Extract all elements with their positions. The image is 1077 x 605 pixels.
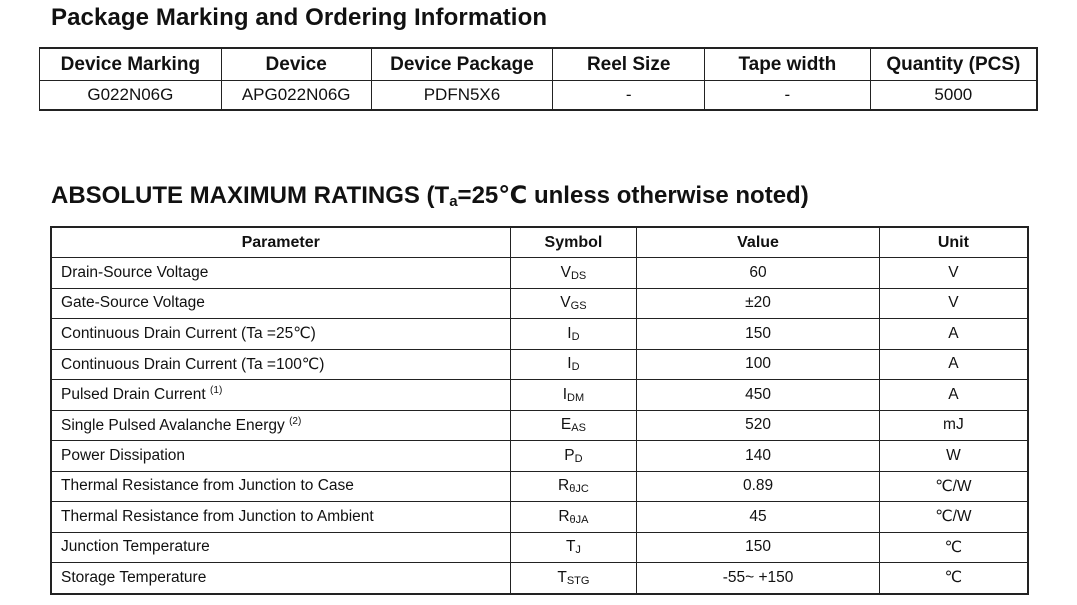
ratings-header-row <box>51 227 1028 258</box>
unit-cell: V <box>879 288 1028 319</box>
symbol-subscript: DS <box>570 269 587 282</box>
symbol-subscript: θJC <box>569 483 589 496</box>
ratings-row <box>51 441 1028 472</box>
parameter-cell <box>51 502 510 533</box>
value-cell: 60 <box>637 258 879 289</box>
ratings-title-main: ABSOLUTE MAXIMUM RATINGS (T <box>51 182 450 209</box>
tape-width-cell: - <box>705 81 871 111</box>
symbol-cell <box>510 563 637 594</box>
ratings-row <box>51 319 1028 350</box>
value-cell: 150 <box>637 532 879 563</box>
symbol-cell <box>510 380 637 411</box>
symbol-letter: R <box>558 507 570 525</box>
ratings-row <box>51 349 1028 380</box>
ratings-row <box>51 258 1028 289</box>
symbol-letter: V <box>560 294 571 312</box>
quantity-cell: 5000 <box>870 81 1037 111</box>
symbol-letter: T <box>557 568 567 586</box>
parameter-cell <box>51 410 510 441</box>
ratings-row <box>51 288 1028 319</box>
unit-cell: A <box>879 349 1028 380</box>
unit-cell: A <box>879 319 1028 350</box>
symbol-subscript: J <box>575 544 581 557</box>
ratings-row <box>51 380 1028 411</box>
symbol-cell <box>510 410 637 441</box>
parameter-text: Gate-Source Voltage <box>61 294 205 312</box>
value-cell: 150 <box>637 319 879 350</box>
symbol-cell <box>510 471 637 502</box>
symbol-subscript: AS <box>571 422 586 435</box>
value-cell: 450 <box>637 380 879 411</box>
symbol-cell <box>510 319 637 350</box>
ordering-header-device: Device <box>221 48 371 81</box>
parameter-cell <box>51 349 510 380</box>
parameter-cell <box>51 288 510 319</box>
device-package-cell: PDFN5X6 <box>371 81 553 111</box>
ratings-header-unit: Unit <box>879 227 1028 258</box>
symbol-subscript: DM <box>567 391 585 404</box>
ratings-header-value: Value <box>637 227 879 258</box>
parameter-cell <box>51 532 510 563</box>
symbol-letter: E <box>560 416 572 434</box>
parameter-text: Continuous Drain Current (Ta =100℃) <box>61 355 325 373</box>
ordering-header-row <box>40 48 1038 81</box>
symbol-letter: P <box>564 446 575 464</box>
unit-cell: A <box>879 380 1028 411</box>
parameter-text: Thermal Resistance from Junction to Case <box>61 477 354 495</box>
symbol-subscript: D <box>574 452 583 465</box>
symbol-letter: I <box>567 355 572 373</box>
ordering-header-device-package: Device Package <box>371 48 553 81</box>
ratings-table <box>50 226 1029 595</box>
parameter-text: Single Pulsed Avalanche Energy <box>61 416 285 434</box>
parameter-cell <box>51 471 510 502</box>
ordering-row <box>40 81 1038 111</box>
symbol-subscript: D <box>571 330 580 343</box>
symbol-subscript: STG <box>566 574 590 587</box>
reel-size-cell: - <box>553 81 705 111</box>
value-cell: 0.89 <box>637 471 879 502</box>
symbol-cell <box>510 441 637 472</box>
unit-cell: ℃/W <box>879 471 1028 502</box>
value-cell: 45 <box>637 502 879 533</box>
unit-cell: ℃ <box>879 532 1028 563</box>
parameter-cell <box>51 441 510 472</box>
value-cell: 520 <box>637 410 879 441</box>
parameter-cell <box>51 563 510 594</box>
unit-cell: mJ <box>879 410 1028 441</box>
ratings-row <box>51 502 1028 533</box>
ratings-title-subscript: a <box>449 193 458 210</box>
symbol-cell <box>510 258 637 289</box>
ordering-section-title: Package Marking and Ordering Information <box>51 4 548 31</box>
device-marking-cell: G022N06G <box>40 81 222 111</box>
value-cell: ±20 <box>637 288 879 319</box>
symbol-letter: T <box>565 538 576 556</box>
symbol-letter: V <box>560 263 571 281</box>
unit-cell: ℃ <box>879 563 1028 594</box>
device-cell: APG022N06G <box>221 81 371 111</box>
ordering-header-reel-size: Reel Size <box>553 48 705 81</box>
ratings-row <box>51 410 1028 441</box>
symbol-letter: R <box>558 477 570 495</box>
footnote-ref: (2) <box>289 415 302 427</box>
value-cell: 140 <box>637 441 879 472</box>
parameter-cell <box>51 258 510 289</box>
unit-cell: W <box>879 441 1028 472</box>
ratings-title-rest: =25℃ unless otherwise noted) <box>457 182 809 209</box>
symbol-cell <box>510 349 637 380</box>
parameter-cell <box>51 380 510 411</box>
ratings-row <box>51 471 1028 502</box>
symbol-letter: I <box>567 324 572 342</box>
value-cell: -55~ +150 <box>637 563 879 594</box>
parameter-text: Storage Temperature <box>61 568 207 586</box>
symbol-cell <box>510 288 637 319</box>
ratings-header-symbol: Symbol <box>510 227 637 258</box>
footnote-ref: (1) <box>210 385 223 397</box>
ratings-row <box>51 532 1028 563</box>
value-cell: 100 <box>637 349 879 380</box>
ordering-header-quantity: Quantity (PCS) <box>870 48 1037 81</box>
symbol-letter: I <box>562 385 568 403</box>
ratings-row <box>51 563 1028 594</box>
ordering-header-tape-width: Tape width <box>705 48 871 81</box>
unit-cell: V <box>879 258 1028 289</box>
ratings-header-parameter: Parameter <box>51 227 510 258</box>
parameter-text: Power Dissipation <box>61 446 186 464</box>
ordering-table <box>39 47 1038 111</box>
parameter-text: Drain-Source Voltage <box>61 263 209 281</box>
parameter-text: Junction Temperature <box>61 538 210 556</box>
ratings-body <box>51 258 1028 594</box>
symbol-cell <box>510 532 637 563</box>
symbol-subscript: GS <box>570 300 587 313</box>
parameter-cell <box>51 319 510 350</box>
parameter-text: Continuous Drain Current (Ta =25℃) <box>61 325 316 343</box>
symbol-subscript: θJA <box>569 513 589 526</box>
parameter-text: Thermal Resistance from Junction to Ambient <box>61 507 374 525</box>
parameter-text: Pulsed Drain Current <box>61 386 206 404</box>
symbol-cell <box>510 502 637 533</box>
unit-cell: ℃/W <box>879 502 1028 533</box>
ratings-section-title <box>51 181 809 210</box>
ordering-header-device-marking: Device Marking <box>40 48 222 81</box>
symbol-subscript: D <box>571 361 580 374</box>
